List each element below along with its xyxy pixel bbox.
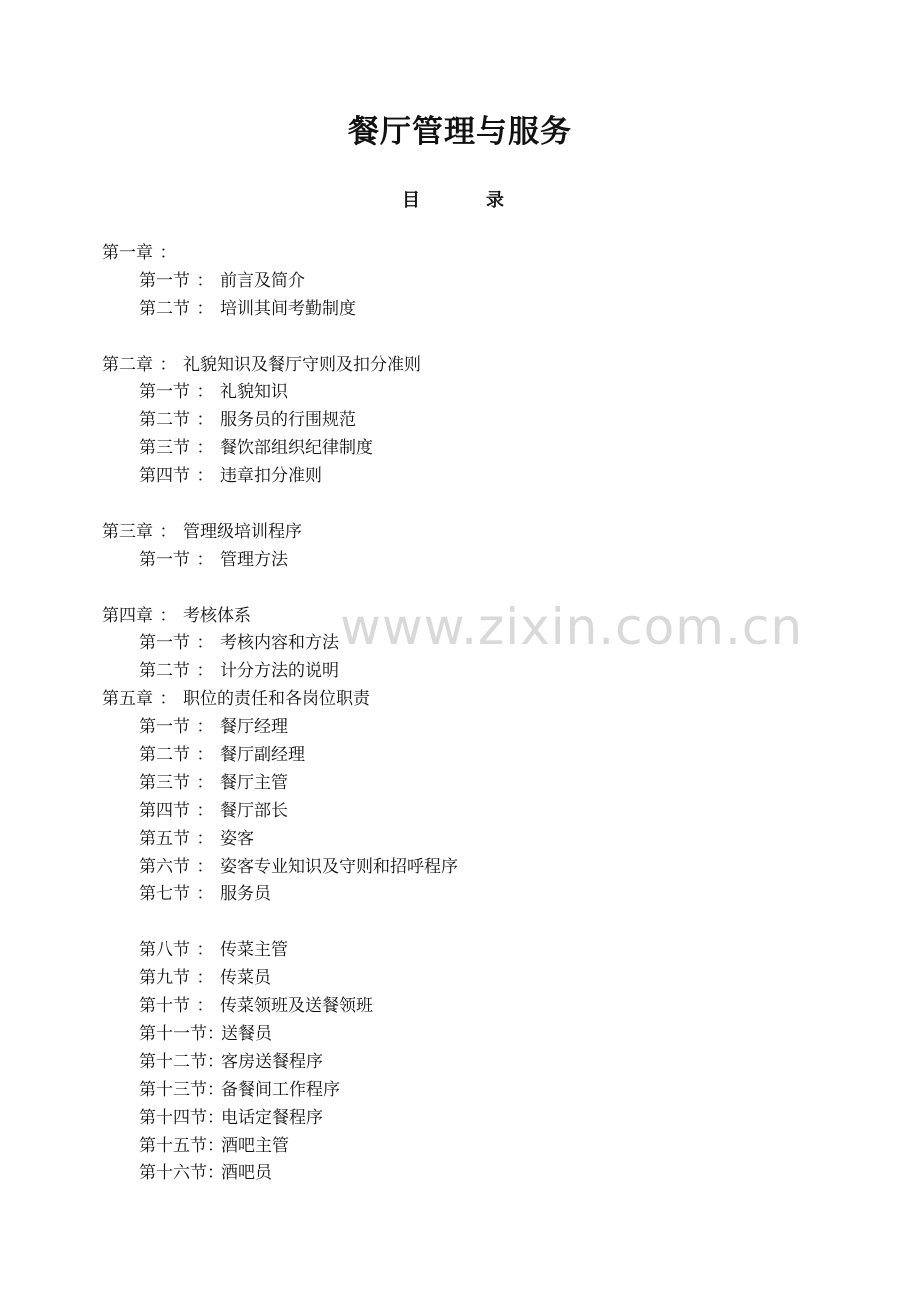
entry-separator: ： bbox=[207, 1051, 224, 1072]
entry-separator: ： bbox=[196, 298, 214, 319]
toc-section-entry bbox=[102, 1077, 822, 1105]
entry-separator: ： bbox=[159, 605, 177, 626]
section-number: 第四节 bbox=[139, 800, 190, 821]
entry-separator: ： bbox=[196, 661, 214, 682]
toc-section-entry bbox=[102, 268, 822, 296]
toc-chapter-entry bbox=[102, 352, 822, 380]
section-title: 餐厅副经理 bbox=[220, 745, 305, 766]
section-title: 违章扣分准则 bbox=[220, 466, 322, 487]
section-title: 培训其间考勤制度 bbox=[220, 298, 356, 319]
entry-separator: ： bbox=[207, 1135, 224, 1156]
chapter-number: 第四章 bbox=[102, 605, 153, 626]
section-title: 酒吧主管 bbox=[221, 1135, 289, 1156]
document-title: 餐厅管理与服务 bbox=[348, 114, 572, 150]
toc-section-entry bbox=[102, 463, 822, 491]
toc-section-entry bbox=[102, 407, 822, 435]
section-title: 传菜主管 bbox=[220, 940, 288, 961]
toc-chapter-entry bbox=[102, 240, 822, 268]
section-title: 送餐员 bbox=[221, 1023, 272, 1044]
entry-separator: ： bbox=[196, 884, 214, 905]
toc-heading-char-2: 录 bbox=[486, 190, 504, 211]
section-title: 服务员的行围规范 bbox=[220, 410, 356, 431]
section-number: 第九节 bbox=[139, 968, 190, 989]
section-number: 第二节 bbox=[139, 410, 190, 431]
section-number: 第十六节 bbox=[139, 1163, 207, 1184]
section-title: 餐厅主管 bbox=[220, 772, 288, 793]
toc-section-entry bbox=[102, 798, 822, 826]
toc-section-entry bbox=[102, 770, 822, 798]
section-number: 第十节 bbox=[139, 996, 190, 1017]
section-title: 传菜员 bbox=[220, 968, 271, 989]
toc-chapter-entry bbox=[102, 603, 822, 631]
toc-section-entry bbox=[102, 1021, 822, 1049]
section-title: 餐厅经理 bbox=[220, 717, 288, 738]
entry-separator: ： bbox=[196, 996, 214, 1017]
chapter-title: 职位的责任和各岗位职责 bbox=[183, 689, 370, 710]
section-title: 电话定餐程序 bbox=[221, 1107, 323, 1128]
entry-separator: ： bbox=[159, 243, 177, 263]
section-title: 姿客 bbox=[220, 828, 254, 849]
section-number: 第十四节 bbox=[139, 1107, 207, 1128]
toc-spacer bbox=[102, 491, 822, 519]
toc-section-entry bbox=[102, 826, 822, 854]
toc-section-entry bbox=[102, 547, 822, 575]
entry-separator: ： bbox=[196, 856, 214, 877]
section-title: 餐饮部组织纪律制度 bbox=[220, 438, 373, 459]
toc-section-entry bbox=[102, 937, 822, 965]
section-number: 第六节 bbox=[139, 856, 190, 877]
watermark: www.zixin.com.cn bbox=[340, 598, 804, 656]
table-of-contents bbox=[102, 240, 822, 1188]
toc-section-entry bbox=[102, 658, 822, 686]
entry-separator: ： bbox=[196, 466, 214, 487]
section-title: 管理方法 bbox=[220, 549, 288, 570]
toc-section-entry bbox=[102, 993, 822, 1021]
toc-heading bbox=[0, 186, 920, 214]
section-number: 第一节 bbox=[139, 382, 190, 403]
section-number: 第二节 bbox=[139, 745, 190, 766]
entry-separator: ： bbox=[159, 689, 177, 710]
entry-separator: ： bbox=[207, 1163, 224, 1184]
toc-section-entry bbox=[102, 854, 822, 882]
toc-section-entry bbox=[102, 714, 822, 742]
section-number: 第七节 bbox=[139, 884, 190, 905]
toc-spacer bbox=[102, 909, 822, 937]
entry-separator: ： bbox=[159, 521, 177, 542]
toc-section-entry bbox=[102, 630, 822, 658]
section-title: 客房送餐程序 bbox=[221, 1051, 323, 1072]
entry-separator: ： bbox=[196, 828, 214, 849]
section-number: 第二节 bbox=[139, 661, 190, 682]
chapter-number: 第二章 bbox=[102, 354, 153, 375]
section-number: 第一节 bbox=[139, 549, 190, 570]
entry-separator: ： bbox=[196, 800, 214, 821]
section-number: 第一节 bbox=[139, 717, 190, 738]
section-number: 第一节 bbox=[139, 633, 190, 654]
toc-heading-char-1: 目 bbox=[402, 190, 420, 211]
toc-section-entry bbox=[102, 881, 822, 909]
entry-separator: ： bbox=[196, 940, 214, 961]
toc-chapter-entry bbox=[102, 519, 822, 547]
section-title: 姿客专业知识及守则和招呼程序 bbox=[220, 856, 458, 877]
chapter-title: 礼貌知识及餐厅守则及扣分准则 bbox=[183, 354, 421, 375]
chapter-number: 第三章 bbox=[102, 521, 153, 542]
section-title: 备餐间工作程序 bbox=[221, 1079, 340, 1100]
section-number: 第十一节 bbox=[139, 1023, 207, 1044]
toc-section-entry bbox=[102, 435, 822, 463]
toc-chapter-entry bbox=[102, 686, 822, 714]
toc-section-entry bbox=[102, 1049, 822, 1077]
section-number: 第四节 bbox=[139, 466, 190, 487]
entry-separator: ： bbox=[196, 410, 214, 431]
toc-section-entry bbox=[102, 296, 822, 324]
chapter-title: 管理级培训程序 bbox=[183, 521, 302, 542]
section-title: 餐厅部长 bbox=[220, 800, 288, 821]
section-title: 酒吧员 bbox=[221, 1163, 272, 1184]
toc-section-entry bbox=[102, 1133, 822, 1161]
toc-section-entry bbox=[102, 965, 822, 993]
section-title: 服务员 bbox=[220, 884, 271, 905]
section-number: 第三节 bbox=[139, 772, 190, 793]
toc-section-entry bbox=[102, 742, 822, 770]
section-number: 第十三节 bbox=[139, 1079, 207, 1100]
entry-separator: ： bbox=[196, 772, 214, 793]
entry-separator: ： bbox=[196, 745, 214, 766]
entry-separator: ： bbox=[196, 270, 214, 291]
section-title: 计分方法的说明 bbox=[220, 661, 339, 682]
chapter-number: 第一章 bbox=[102, 243, 153, 263]
entry-separator: ： bbox=[207, 1023, 224, 1044]
section-number: 第一节 bbox=[139, 270, 190, 291]
entry-separator: ： bbox=[196, 968, 214, 989]
section-title: 传菜领班及送餐领班 bbox=[220, 996, 373, 1017]
toc-section-entry bbox=[102, 379, 822, 407]
entry-separator: ： bbox=[196, 549, 214, 570]
toc-spacer bbox=[102, 575, 822, 603]
entry-separator: ： bbox=[196, 633, 214, 654]
entry-separator: ： bbox=[196, 717, 214, 738]
chapter-number: 第五章 bbox=[102, 689, 153, 710]
section-title: 前言及简介 bbox=[220, 270, 305, 291]
entry-separator: ： bbox=[207, 1079, 224, 1100]
entry-separator: ： bbox=[196, 438, 214, 459]
section-title: 礼貌知识 bbox=[220, 382, 288, 403]
section-number: 第三节 bbox=[139, 438, 190, 459]
section-number: 第八节 bbox=[139, 940, 190, 961]
toc-section-entry bbox=[102, 1105, 822, 1133]
section-title: 考核内容和方法 bbox=[220, 633, 339, 654]
section-number: 第十五节 bbox=[139, 1135, 207, 1156]
toc-section-entry bbox=[102, 1160, 822, 1188]
section-number: 第二节 bbox=[139, 298, 190, 319]
toc-spacer bbox=[102, 324, 822, 352]
entry-separator: ： bbox=[207, 1107, 224, 1128]
chapter-title: 考核体系 bbox=[183, 605, 251, 626]
section-number: 第十二节 bbox=[139, 1051, 207, 1072]
section-number: 第五节 bbox=[139, 828, 190, 849]
entry-separator: ： bbox=[196, 382, 214, 403]
entry-separator: ： bbox=[159, 354, 177, 375]
